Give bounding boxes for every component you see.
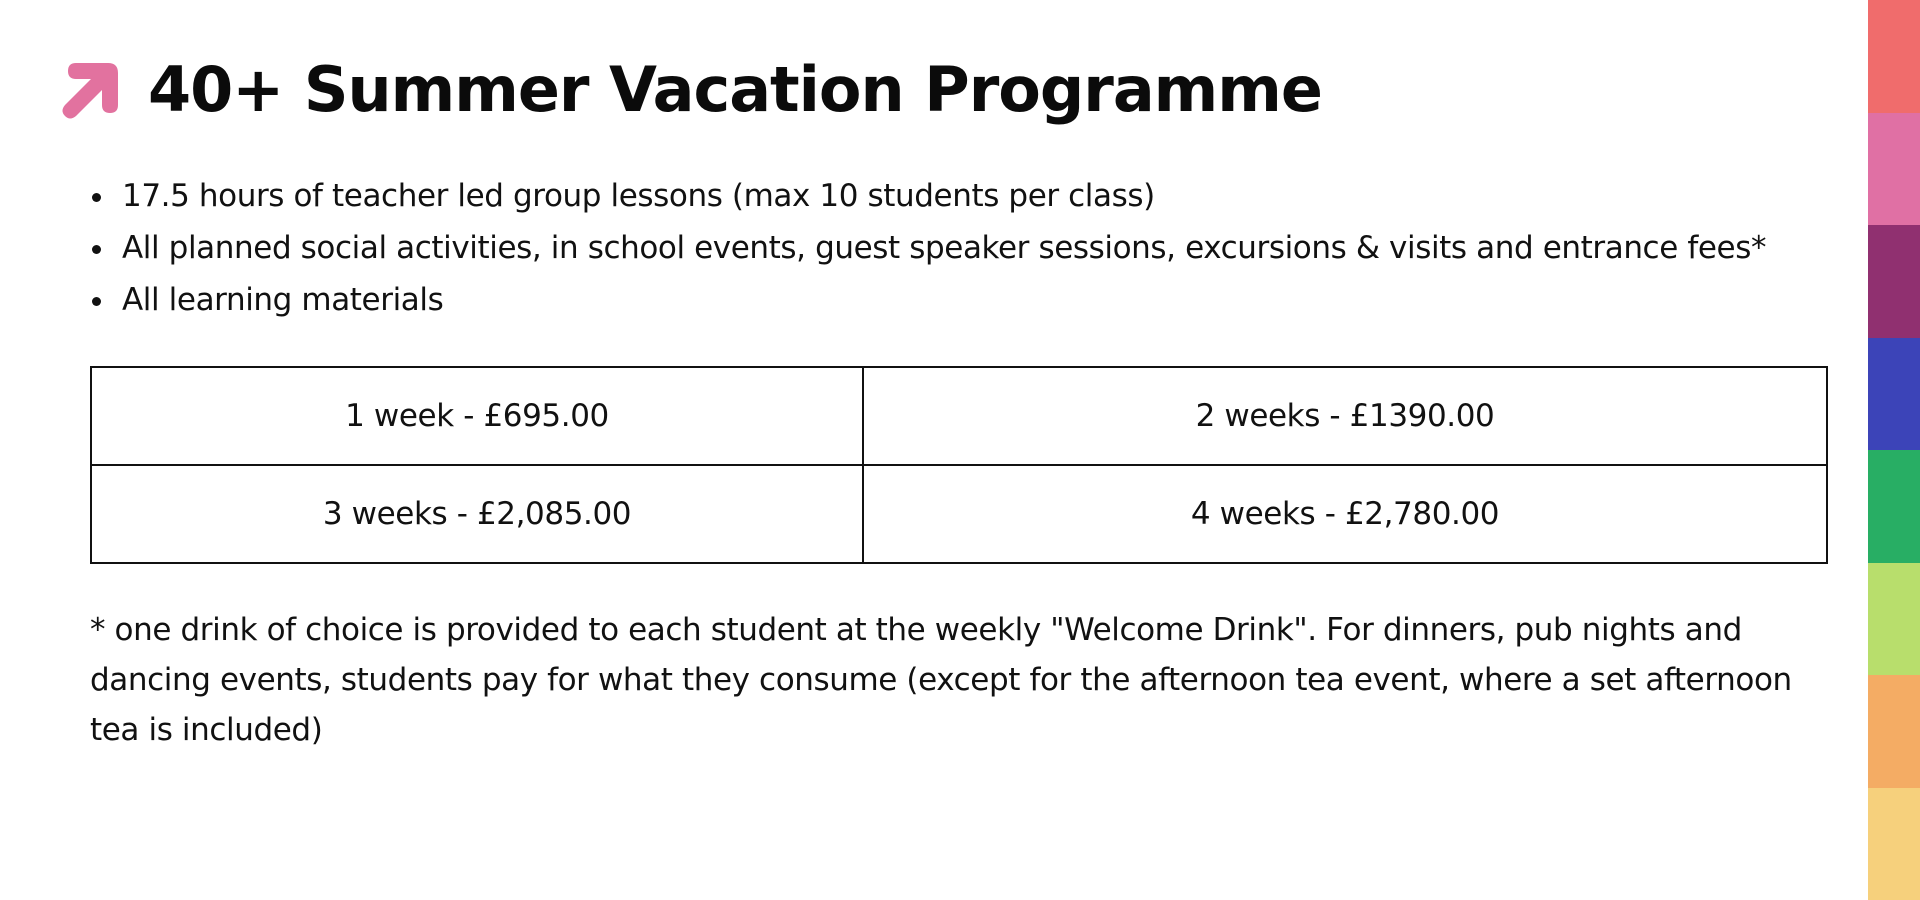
footnote: * one drink of choice is provided to each student at the weekly "Welcome Drink". For dinners, pub nights and dancing events, students pay for what they consume (except for the afternoon tea event, where a set afternoon tea is included) (90, 612, 1792, 748)
list-item: All planned social activities, in school events, guest speaker sessions, excursions & visits and entrance fees* (90, 222, 1766, 274)
color-swatch (1868, 563, 1920, 676)
page-title: 40+ Summer Vacation Programme (148, 53, 1322, 126)
color-strip (1868, 0, 1920, 900)
list-item: All learning materials (90, 274, 1766, 326)
price-cell: 2 weeks - £1390.00 (863, 367, 1827, 465)
title-row (60, 50, 1322, 130)
inclusions-list (90, 170, 1766, 326)
price-table (90, 366, 1828, 564)
color-swatch (1868, 338, 1920, 451)
price-cell: 4 weeks - £2,780.00 (863, 465, 1827, 563)
list-item: 17.5 hours of teacher led group lessons (max 10 students per class) (90, 170, 1766, 222)
arrow-up-right-icon (60, 59, 120, 121)
color-swatch (1868, 788, 1920, 900)
color-swatch (1868, 675, 1920, 788)
color-swatch (1868, 450, 1920, 563)
table-row (91, 465, 1827, 563)
price-cell: 3 weeks - £2,085.00 (91, 465, 863, 563)
table-row (91, 367, 1827, 465)
color-swatch (1868, 225, 1920, 338)
price-cell: 1 week - £695.00 (91, 367, 863, 465)
color-swatch (1868, 0, 1920, 113)
color-swatch (1868, 113, 1920, 226)
